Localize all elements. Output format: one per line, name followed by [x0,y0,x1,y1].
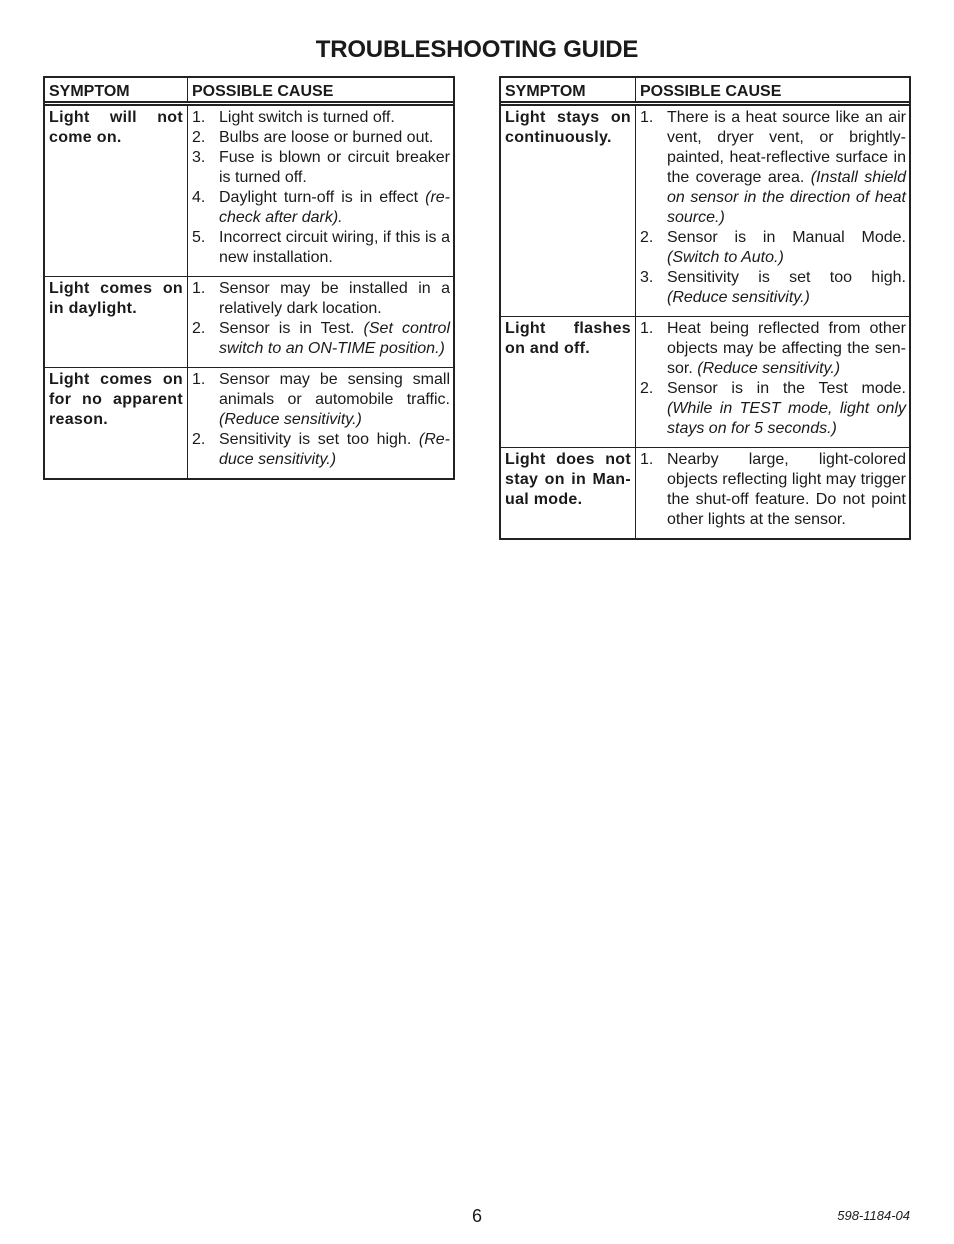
cause-text [219,319,450,359]
cause-number: 1. [192,109,206,126]
cause-number: 5. [192,229,206,246]
cause-description: Incorrect circuit wiring, if this is a new installation. [219,229,450,266]
page-title: TROUBLESHOOTING GUIDE [315,36,639,63]
cause-text [219,228,450,268]
cause-remedy: (re-check after dark). [219,189,450,226]
cause-cell [636,106,909,316]
cause-number: 2. [192,431,206,448]
cause-number: 1. [640,320,654,337]
table-row [501,317,909,448]
cause-item [192,228,450,268]
table-header [501,78,909,106]
cause-number: 2. [192,129,206,146]
cause-remedy: (Reduce sensitivity.) [697,360,841,377]
cause-cell [188,368,453,478]
cause-item [640,108,906,228]
cause-header: POSSIBLE CAUSE [640,83,782,100]
cause-text [667,268,906,308]
cause-item [640,319,906,379]
cause-remedy: (Reduce sensitivity.) [219,411,362,428]
cause-number: 3. [192,149,206,166]
table-row [501,106,909,317]
cause-description: Sensitivity is set too high. [667,269,906,286]
cause-description: Daylight turn-off is in effect [219,189,426,206]
symptom-cell: Light stays on continuously. [501,106,636,316]
table-row [45,277,453,368]
cause-text [219,279,450,319]
cause-description: Sensor is in the Test mode. [667,380,906,397]
symptom-cell: Light will not come on. [45,106,188,276]
troubleshooting-table-right [499,76,911,540]
cause-text [667,108,906,228]
cause-description: Sensor is in Test. [219,320,364,337]
cause-item [192,128,450,148]
cause-remedy: (Switch to Auto.) [667,249,784,266]
table-body [45,106,453,478]
cause-description: Sensor may be installed in a relatively dark location. [219,280,450,317]
troubleshooting-table-left [43,76,455,480]
cause-remedy: (Reduce sensitivity.) [667,289,810,306]
cause-text [219,370,450,430]
cause-remedy: (Set control switch to an ON-TIME position.) [219,320,450,357]
cause-number: 1. [192,371,206,388]
cause-header: POSSIBLE CAUSE [192,83,334,100]
cause-number: 1. [640,451,654,468]
cause-item [192,319,450,359]
cause-description: Sensitivity is set too high. [219,431,419,448]
cause-description: Light switch is turned off. [219,109,395,126]
table-row [45,368,453,478]
cause-remedy: (Install shield on sensor in the direction of heat source.) [667,169,906,226]
symptom-cell: Light comes on for no apparent reason. [45,368,188,478]
symptom-cell: Light does not stay on in Man-ual mode. [501,448,636,538]
cause-description: Fuse is blown or circuit breaker is turned off. [219,149,450,186]
cause-number: 2. [640,229,654,246]
cause-text [667,319,906,379]
table-body [501,106,909,538]
cause-number: 2. [192,320,206,337]
cause-number: 3. [640,269,654,286]
cause-cell [636,448,909,538]
cause-item [192,108,450,128]
cause-item [192,370,450,430]
cause-number: 1. [192,280,206,297]
cause-description: There is a heat source like an air vent, dryer vent, or brightly-painted, heat-reflective surface in the coverage area. [667,109,906,186]
cause-item [640,450,906,530]
symptom-header: SYMPTOM [45,78,188,101]
cause-item [192,279,450,319]
cause-description: Bulbs are loose or burned out. [219,129,434,146]
table-header [45,78,453,106]
cause-text [667,379,906,439]
cause-item [192,188,450,228]
table-row [45,106,453,277]
cause-text [219,188,450,228]
symptom-header: SYMPTOM [501,78,636,101]
cause-description: Nearby large, light-colored objects reflecting light may trigger the shut-off feature. Do not point other lights at the sensor. [667,451,906,528]
cause-number: 4. [192,189,206,206]
cause-item [192,430,450,470]
document-code: 598-1184-04 [837,1208,910,1223]
symptom-cell: Light flashes on and off. [501,317,636,447]
cause-description: Heat being reflected from other objects may be affecting the sen-sor. [667,320,906,377]
cause-description: Sensor is in Manual Mode. [667,229,906,246]
cause-text [667,228,906,268]
cause-item [640,228,906,268]
table-row [501,448,909,538]
cause-remedy: (Re-duce sensitivity.) [219,431,450,468]
cause-description: Sensor may be sensing small animals or automobile traffic. [219,371,450,408]
cause-text [219,108,450,128]
cause-text [219,148,450,188]
cause-cell [188,106,453,276]
cause-text [219,128,450,148]
page-number: 6 [471,1206,482,1226]
cause-remedy: (While in TEST mode, light only stays on for 5 seconds.) [667,400,906,437]
symptom-cell: Light comes on in daylight. [45,277,188,367]
cause-number: 2. [640,380,654,397]
cause-text [667,450,906,530]
cause-item [640,268,906,308]
cause-number: 1. [640,109,654,126]
cause-item [192,148,450,188]
cause-cell [188,277,453,367]
cause-item [640,379,906,439]
cause-cell [636,317,909,447]
cause-text [219,430,450,470]
